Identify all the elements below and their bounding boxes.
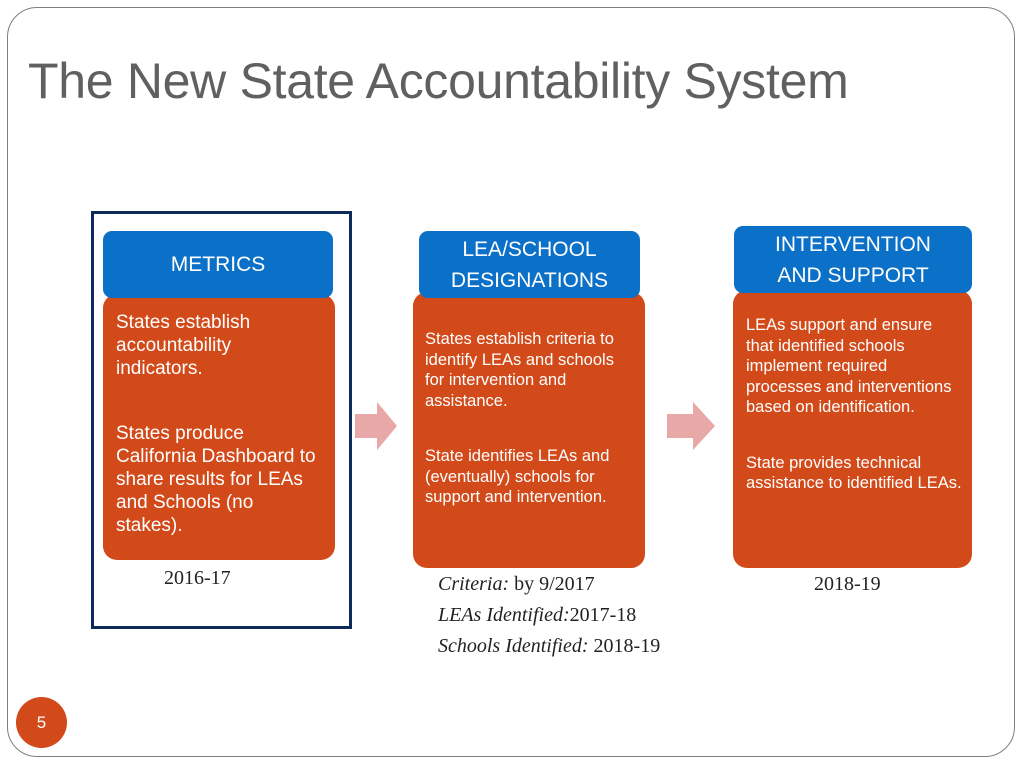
criteria-label: Criteria: (438, 573, 510, 595)
metrics-body (103, 294, 335, 560)
intervention-body (733, 290, 972, 568)
metrics-header-label: METRICS (170, 253, 266, 276)
schools-identified-value: 2018-19 (593, 635, 661, 657)
designations-header-line-2: DESIGNATIONS (450, 268, 609, 292)
designations-header-line-1: LEA/SCHOOL (462, 237, 597, 261)
right-arrow-icon (355, 402, 397, 450)
designations-paragraph-2: State identifies LEAs and (eventually) schools for support and intervention. (425, 447, 610, 506)
right-arrow-icon (667, 402, 715, 450)
intervention-header-line-1: INTERVENTION (775, 232, 931, 256)
criteria-timeline (438, 573, 595, 596)
intervention-header (734, 226, 972, 293)
schools-identified-timeline (438, 635, 660, 658)
metrics-paragraph-1: States establish accountability indicators. (116, 312, 251, 379)
criteria-value: by 9/2017 (514, 573, 595, 595)
intervention-paragraph-2: State provides technical assistance to identified LEAs. (746, 453, 962, 492)
intervention-header-line-2: AND SUPPORT (777, 263, 929, 287)
designations-body (413, 292, 645, 568)
schools-identified-label: Schools Identified: (438, 635, 589, 657)
page-number: 5 (36, 712, 47, 732)
leas-identified-value: 2017-18 (569, 604, 637, 626)
page-number-badge (16, 697, 67, 748)
metrics-header (103, 231, 333, 298)
metrics-paragraph-2: States produce California Dashboard to share results for LEAs and Schools (no stakes). (116, 423, 316, 536)
slide-title: The New State Accountability System (28, 53, 849, 109)
intervention-paragraph-1: LEAs support and ensure that identified schools implement required processes and interventions based on identification. (746, 316, 952, 416)
metrics-timeline-caption: 2016-17 (164, 567, 231, 589)
intervention-timeline-caption: 2018-19 (814, 573, 881, 595)
leas-identified-label: LEAs Identified: (438, 604, 570, 626)
designations-header (419, 231, 640, 298)
leas-identified-timeline (438, 604, 636, 627)
designations-paragraph-1: States establish criteria to identify LEAs and schools for intervention and assistance. (425, 330, 614, 410)
